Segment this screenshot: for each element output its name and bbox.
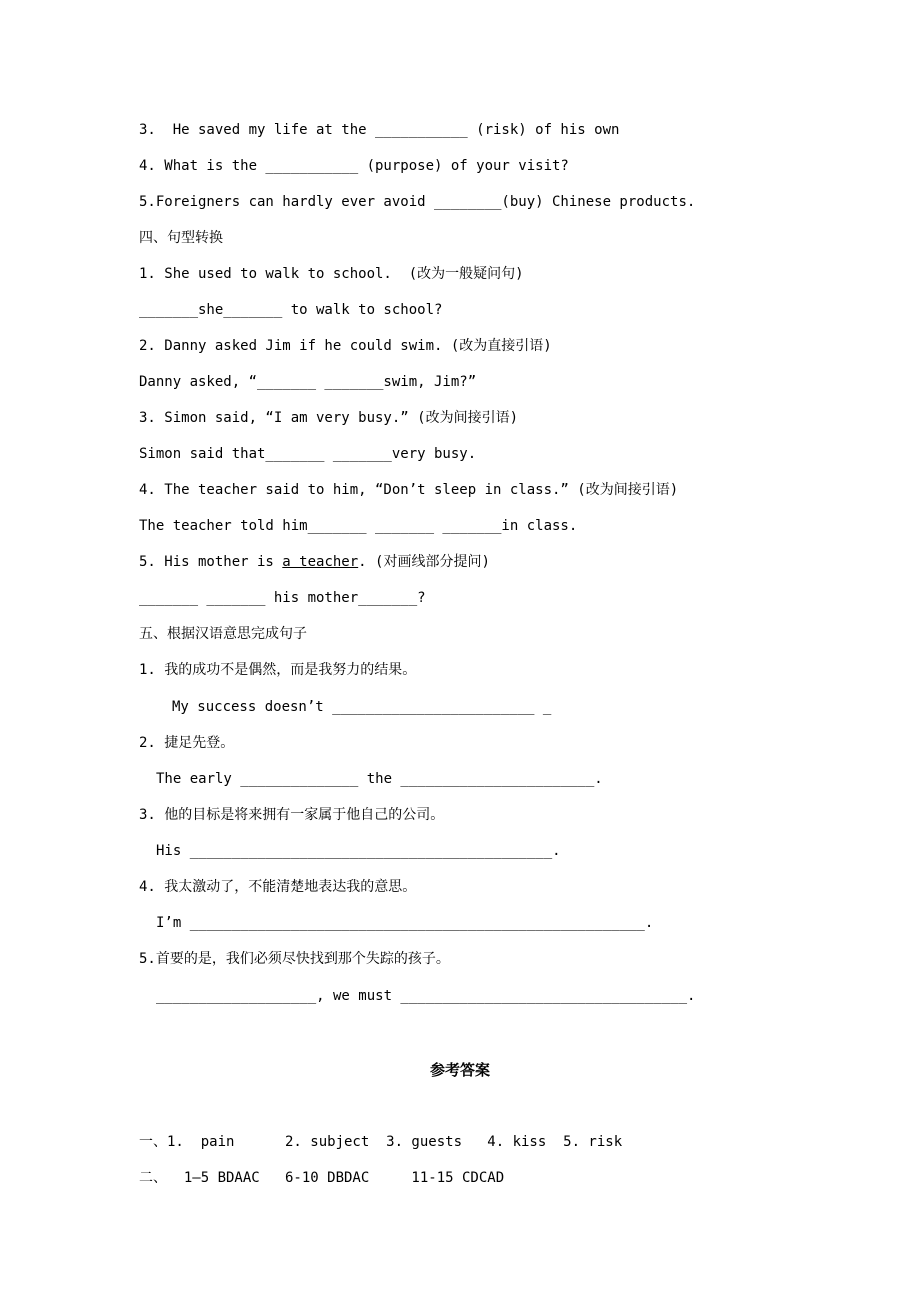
answer-key-section-1: 一、1. pain 2. subject 3. guests 4. kiss 5. risk [139, 1134, 623, 1150]
answer-key-section-2: 二、 1—5 BDAAC 6-10 DBDAC 11-15 CDCAD [139, 1170, 505, 1186]
transform-2-question: 2. Danny asked Jim if he could swim. (改为直接引语) [139, 338, 552, 354]
transform-5-prefix: 5. His mother is [139, 554, 283, 570]
transform-2-answer: Danny asked, “_______ _______swim, Jim?” [139, 374, 477, 390]
translate-3-prompt: 3. 他的目标是将来拥有一家属于他自己的公司。 [139, 807, 445, 823]
translate-5-answer: ___________________, we must __________________________________. [156, 988, 696, 1004]
translate-2-prompt: 2. 捷足先登。 [139, 735, 235, 751]
exercise-5-buy: 5.Foreigners can hardly ever avoid ________(buy) Chinese products. [139, 194, 696, 210]
transform-5-underlined: a teacher [282, 554, 359, 570]
transform-5-answer: _______ _______ his mother_______? [139, 590, 426, 606]
translate-5-prompt: 5.首要的是，我们必须尽快找到那个失踪的孩子。 [139, 951, 450, 967]
transform-1-answer: _______she_______ to walk to school? [139, 302, 443, 318]
translate-2-answer: The early ______________ the _______________________. [156, 771, 603, 787]
transform-3-question: 3. Simon said, “I am very busy.” (改为间接引语) [139, 410, 519, 426]
transform-4-answer: The teacher told him_______ _______ _______in class. [139, 518, 578, 534]
transform-4-question: 4. The teacher said to him, “Don’t sleep in class.” (改为间接引语) [139, 482, 679, 498]
section-4-heading: 四、句型转换 [139, 230, 223, 246]
transform-1-question: 1. She used to walk to school. (改为一般疑问句) [139, 266, 524, 282]
translate-1-prompt: 1. 我的成功不是偶然，而是我努力的结果。 [139, 662, 417, 678]
translate-3-answer: His ___________________________________________. [156, 843, 561, 859]
transform-5-suffix: . (对画线部分提问) [358, 554, 490, 570]
translate-4-answer: I’m ______________________________________________________. [156, 915, 654, 931]
transform-3-answer: Simon said that_______ _______very busy. [139, 446, 477, 462]
exercise-4-purpose: 4. What is the ___________ (purpose) of your visit? [139, 158, 569, 174]
translate-4-prompt: 4. 我太激动了，不能清楚地表达我的意思。 [139, 879, 417, 895]
translate-1-answer: My success doesn’t ________________________ _ [172, 699, 552, 715]
section-5-heading: 五、根据汉语意思完成句子 [139, 626, 307, 642]
exercise-3-risk: 3. He saved my life at the ___________ (risk) of his own [139, 122, 620, 138]
transform-5-question [139, 552, 490, 572]
answer-key-title: 参考答案 [429, 1061, 490, 1079]
